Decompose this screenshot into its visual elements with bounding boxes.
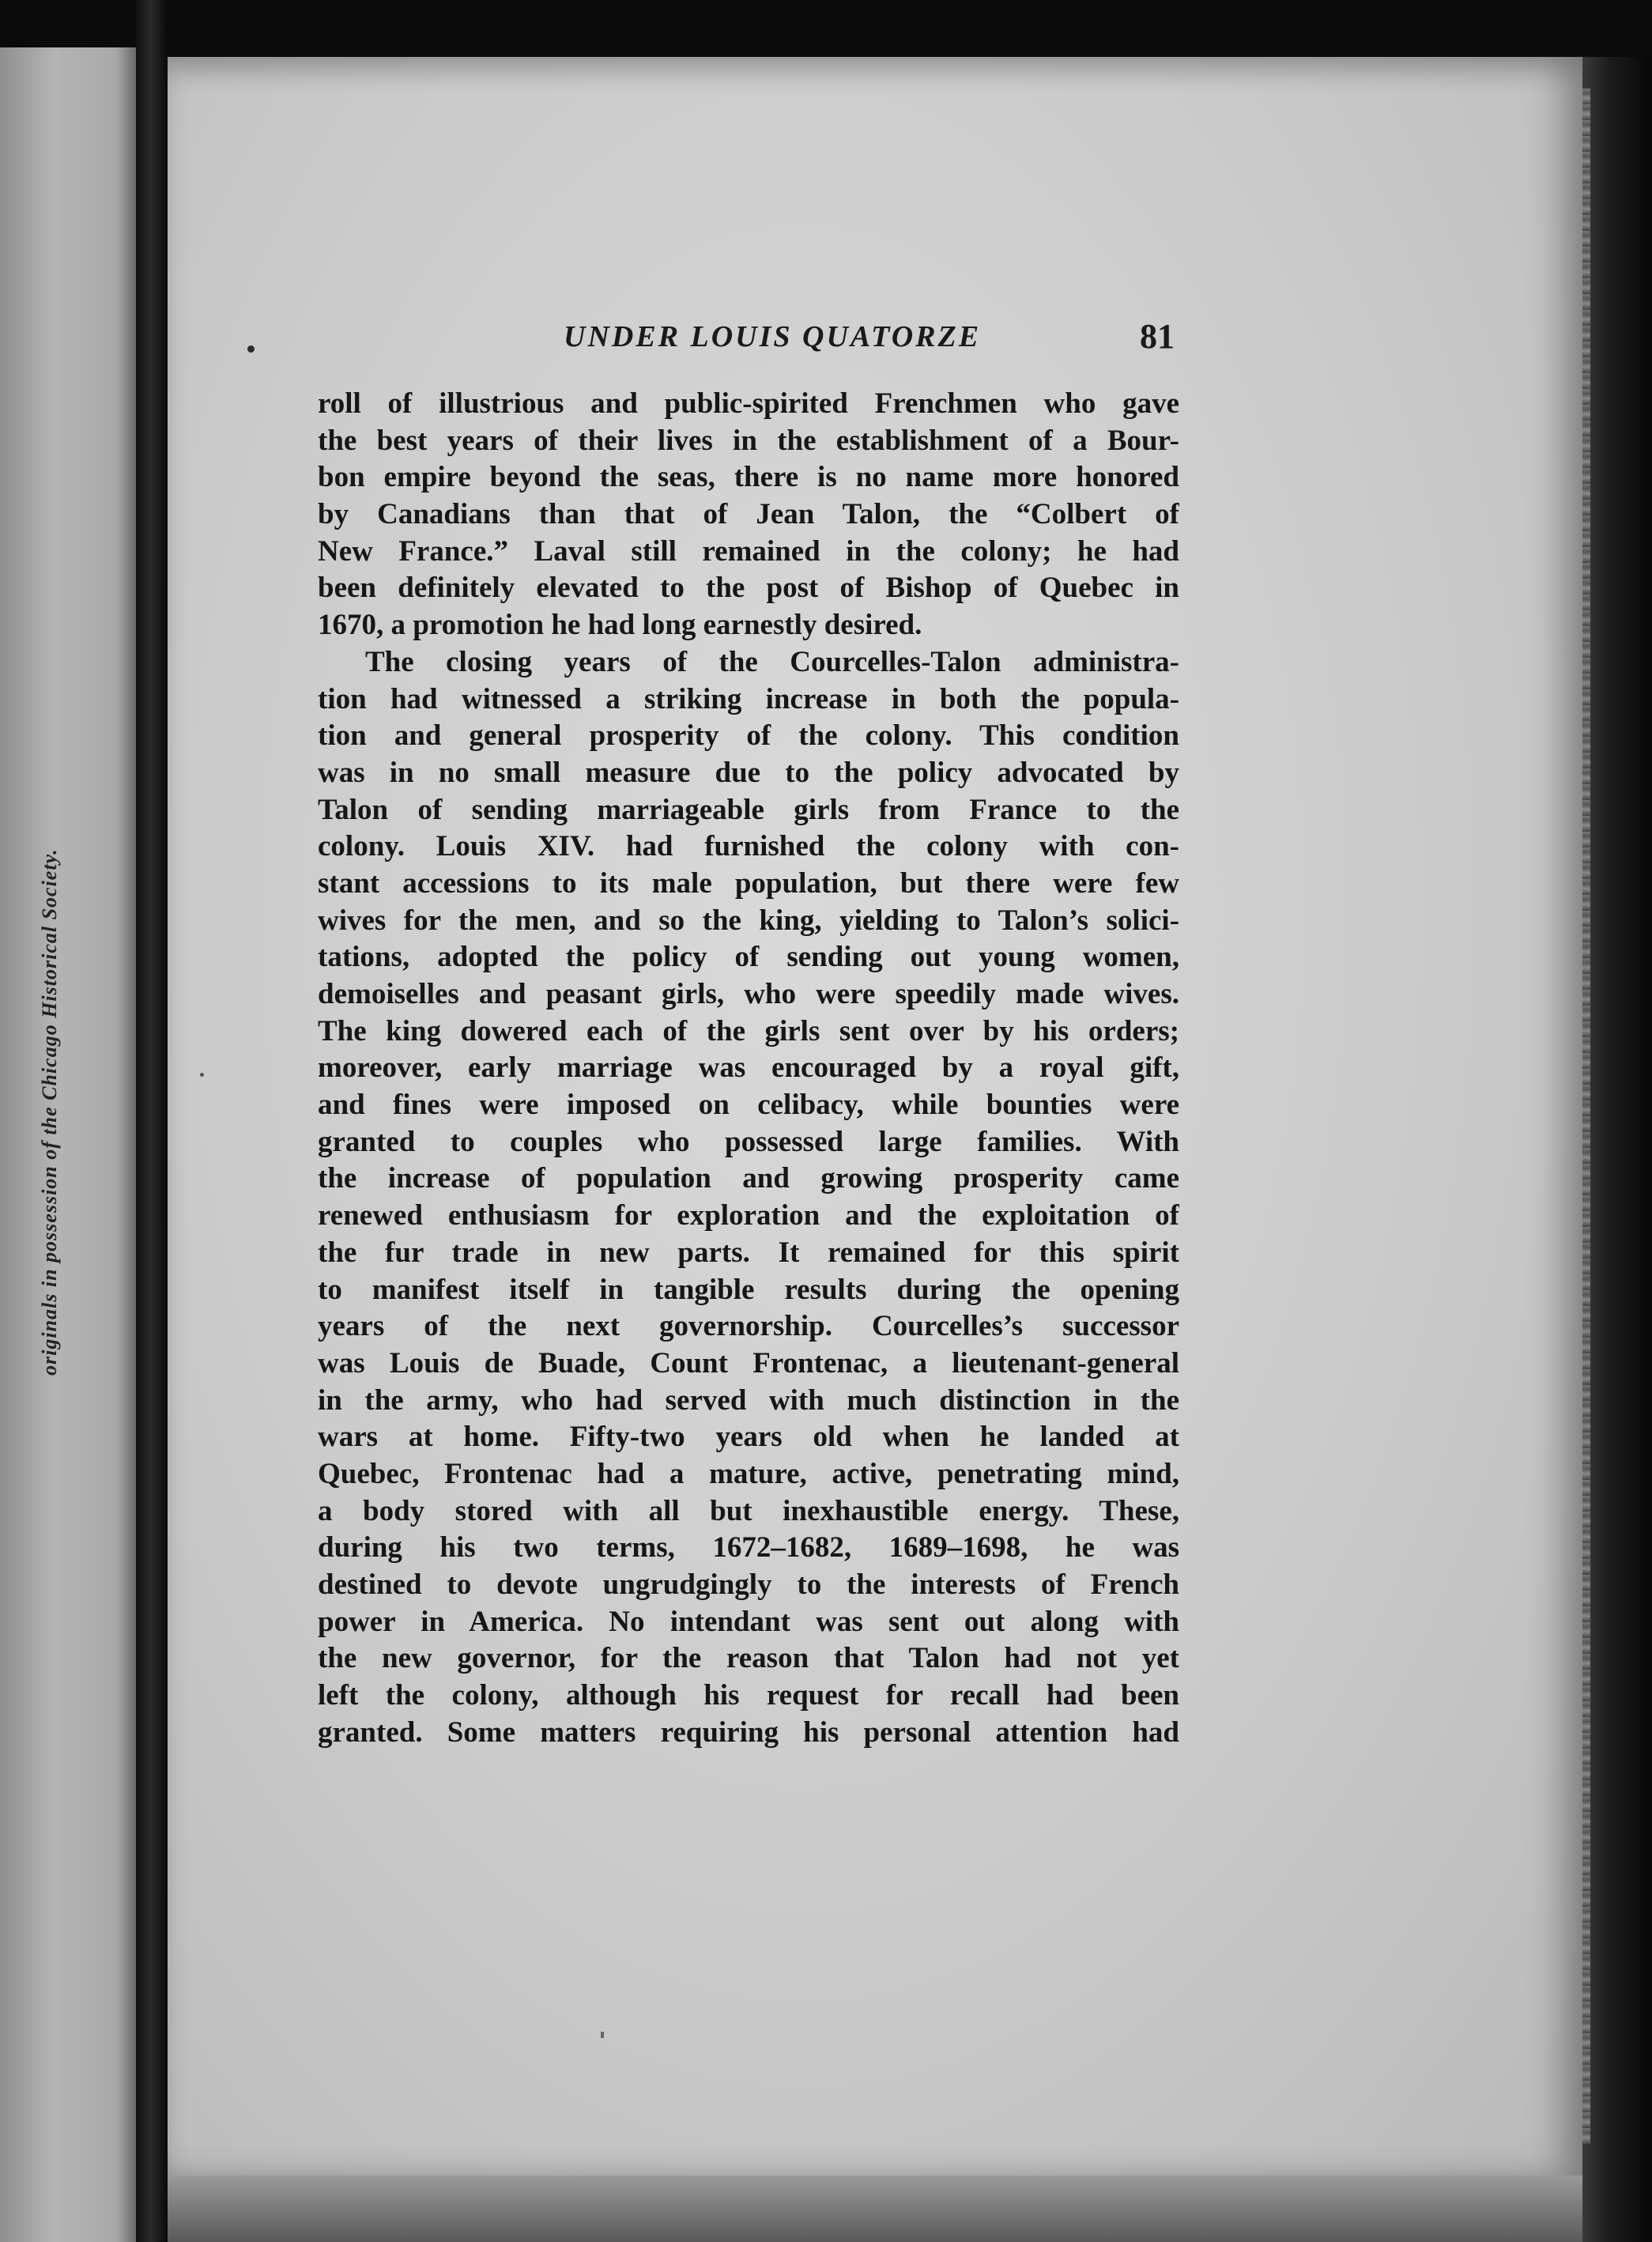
text-line: the fur trade in new parts. It remained for this spirit xyxy=(318,1236,1179,1269)
text-line: demoiselles and peasant girls, who were speedily made wives. xyxy=(318,978,1179,1010)
ink-speck xyxy=(200,1073,204,1077)
text-line: granted to couples who possessed large families. With xyxy=(318,1125,1179,1158)
facing-page xyxy=(0,47,136,2242)
text-line: the best years of their lives in the establishment of a Bour- xyxy=(318,424,1179,457)
text-line: wars at home. Fifty-two years old when he landed at xyxy=(318,1421,1179,1454)
running-title: UNDER LOUIS QUATORZE xyxy=(564,320,982,353)
ink-dot xyxy=(247,345,255,353)
text-line: destined to devote ungrudgingly to the interests of French xyxy=(318,1568,1179,1601)
text-line: Talon of sending marriageable girls from France to the xyxy=(318,793,1179,826)
text-line: roll of illustrious and public-spirited Frenchmen who gave xyxy=(318,387,1179,420)
running-head xyxy=(316,316,1186,364)
text-line: tion had witnessed a striking increase in both the popula- xyxy=(318,682,1179,715)
text-line: stant accessions to its male population, but there were few xyxy=(318,866,1179,900)
text-line: renewed enthusiasm for exploration and the exploitation of xyxy=(318,1199,1179,1232)
page-number: 81 xyxy=(1140,317,1175,356)
text-line: bon empire beyond the seas, there is no name more honored xyxy=(318,461,1179,494)
text-line: during his two terms, 1672–1682, 1689–1698, he was xyxy=(318,1531,1179,1564)
text-line: a body stored with all but inexhaustible energy. These, xyxy=(318,1494,1179,1527)
page-edge xyxy=(1582,57,1652,2242)
text-line: The closing years of the Courcelles-Talon administra- xyxy=(365,645,1179,678)
text-line: and fines were imposed on celibacy, while bounties were xyxy=(318,1089,1179,1122)
text-line: was in no small measure due to the policy advocated by xyxy=(318,756,1179,789)
text-line: to manifest itself in tangible results during the opening xyxy=(318,1273,1179,1306)
text-line: by Canadians than that of Jean Talon, the “Colbert of xyxy=(318,498,1179,531)
text-line: 1670, a promotion he had long earnestly desired. xyxy=(318,609,922,642)
text-line: was Louis de Buade, Count Frontenac, a lieutenant-general xyxy=(318,1346,1179,1380)
text-line: years of the next governorship. Courcelles’s successor xyxy=(318,1310,1179,1343)
page-bottom-edge xyxy=(168,2176,1582,2242)
margin-note: originals in possession of the Chicago Historical Society. xyxy=(38,848,61,1376)
text-line: left the colony, although his request for recall had been xyxy=(318,1679,1179,1712)
book-binding xyxy=(136,0,166,2242)
text-line: The king dowered each of the girls sent over by his orders; xyxy=(318,1014,1179,1047)
text-line: been definitely elevated to the post of Bishop of Quebec in xyxy=(318,572,1179,605)
text-line: power in America. No intendant was sent out along with xyxy=(318,1605,1179,1638)
text-line: New France.” Laval still remained in the colony; he had xyxy=(318,534,1179,568)
text-line: wives for the men, and so the king, yielding to Talon’s solici- xyxy=(318,904,1179,937)
text-line: tations, adopted the policy of sending out young women, xyxy=(318,941,1179,974)
text-line: the increase of population and growing prosperity came xyxy=(318,1162,1179,1195)
text-line: tion and general prosperity of the colony. This condition xyxy=(318,719,1179,753)
text-line: granted. Some matters requiring his personal attention had xyxy=(318,1715,1179,1749)
text-line: colony. Louis XIV. had furnished the colony with con- xyxy=(318,830,1179,863)
ink-speck xyxy=(601,2032,604,2038)
text-line: the new governor, for the reason that Talon had not yet xyxy=(318,1642,1179,1675)
text-line: in the army, who had served with much distinction in the xyxy=(318,1383,1179,1417)
text-line: moreover, early marriage was encouraged by a royal gift, xyxy=(318,1051,1179,1085)
body-text xyxy=(318,386,1179,1751)
text-line: Quebec, Frontenac had a mature, active, penetrating mind, xyxy=(318,1457,1179,1490)
